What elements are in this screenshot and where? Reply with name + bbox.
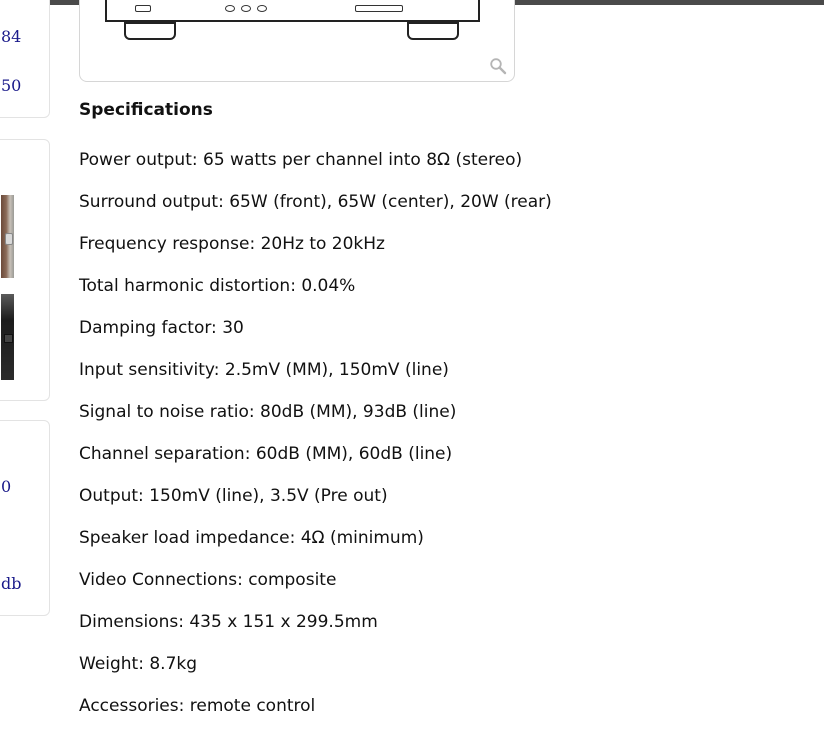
specifications-heading: Specifications <box>79 100 213 120</box>
spec-item: Surround output: 65W (front), 65W (center), 20W (rear) <box>79 192 552 212</box>
product-image-frame[interactable] <box>79 0 515 82</box>
related-product-card[interactable] <box>0 0 50 118</box>
spec-item: Accessories: remote control <box>79 696 316 716</box>
related-product-value: 0 <box>1 477 12 496</box>
spec-item: Dimensions: 435 x 151 x 299.5mm <box>79 612 378 632</box>
receiver-illustration <box>105 0 480 22</box>
spec-item: Speaker load impedance: 4Ω (minimum) <box>79 528 424 548</box>
related-product-card[interactable] <box>0 139 50 401</box>
related-product-value: 50 <box>1 76 22 95</box>
spec-item: Input sensitivity: 2.5mV (MM), 150mV (line) <box>79 360 449 380</box>
specifications-list <box>79 148 552 736</box>
spec-item: Video Connections: composite <box>79 570 337 590</box>
receiver-foot <box>124 22 176 40</box>
spec-item: Output: 150mV (line), 3.5V (Pre out) <box>79 486 388 506</box>
spec-item: Weight: 8.7kg <box>79 654 198 674</box>
related-product-card[interactable] <box>0 420 50 616</box>
related-product-thumbnail[interactable] <box>1 195 14 278</box>
related-product-value: db <box>1 574 22 593</box>
related-product-thumbnail[interactable] <box>1 294 14 380</box>
spec-item: Frequency response: 20Hz to 20kHz <box>79 234 385 254</box>
spec-item: Power output: 65 watts per channel into 8Ω (stereo) <box>79 150 523 170</box>
spec-item: Total harmonic distortion: 0.04% <box>79 276 356 296</box>
receiver-foot <box>407 22 459 40</box>
magnifier-icon[interactable] <box>489 57 507 75</box>
related-product-value: 84 <box>1 27 22 46</box>
spec-item: Damping factor: 30 <box>79 318 244 338</box>
spec-item: Signal to noise ratio: 80dB (MM), 93dB (line) <box>79 402 457 422</box>
spec-item: Channel separation: 60dB (MM), 60dB (line) <box>79 444 453 464</box>
